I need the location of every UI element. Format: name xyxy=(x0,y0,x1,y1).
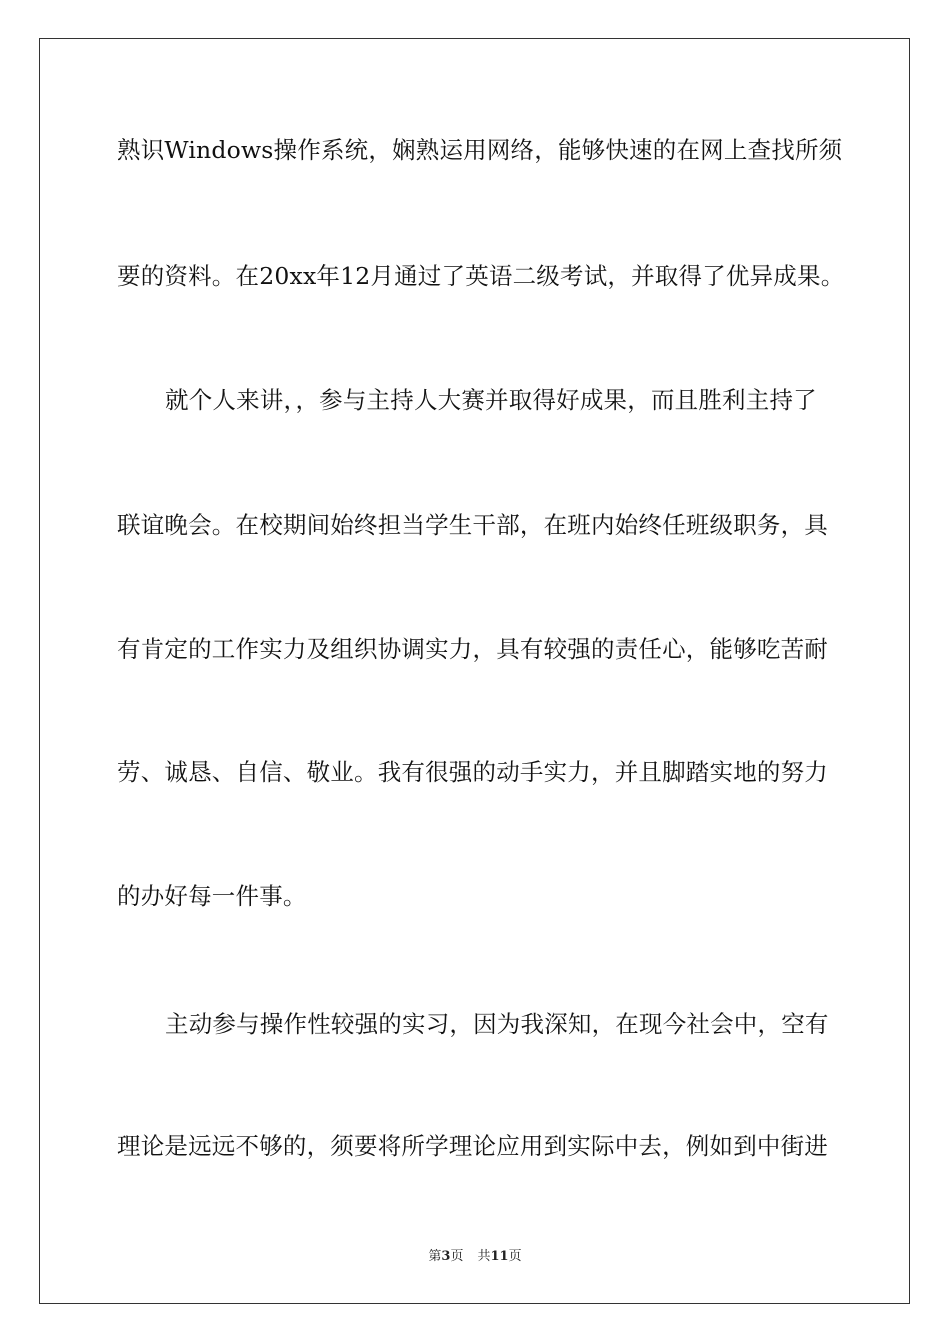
text-line-9: 理论是远远不够的，须要将所学理论应用到实际中去，例如到中街进 xyxy=(117,1132,828,1160)
text-line-6: 劳、诚恳、自信、敬业。我有很强的动手实力，并且脚踏实地的努力 xyxy=(117,758,828,786)
footer-page-suffix: 页 xyxy=(450,1249,464,1264)
text-line-4: 联谊晚会。在校期间始终担当学生干部，在班内始终任班级职务，具 xyxy=(117,511,828,539)
footer-prefix: 第 xyxy=(428,1249,442,1264)
text-line-2: 要的资料。在20xx年12月通过了英语二级考试，并取得了优异成果。 xyxy=(117,262,845,290)
footer-total-prefix: 共 xyxy=(477,1249,491,1264)
page-frame xyxy=(39,38,910,1304)
footer-total-suffix: 页 xyxy=(508,1249,522,1264)
text-line-1: 熟识Windows操作系统，娴熟运用网络，能够快速的在网上查找所须 xyxy=(117,136,843,164)
text-line-8-paragraph-start: 主动参与操作性较强的实习，因为我深知，在现今社会中，空有 xyxy=(165,1010,829,1038)
page-footer xyxy=(0,1248,950,1266)
footer-current-page: 3 xyxy=(441,1249,451,1264)
text-line-7: 的办好每一件事。 xyxy=(117,882,307,910)
text-line-3-paragraph-start: 就个人来讲，，参与主持人大赛并取得好成果，而且胜利主持了 xyxy=(165,386,817,414)
footer-total-pages: 11 xyxy=(490,1249,509,1264)
text-line-5: 有肯定的工作实力及组织协调实力，具有较强的责任心，能够吃苦耐 xyxy=(117,635,828,663)
